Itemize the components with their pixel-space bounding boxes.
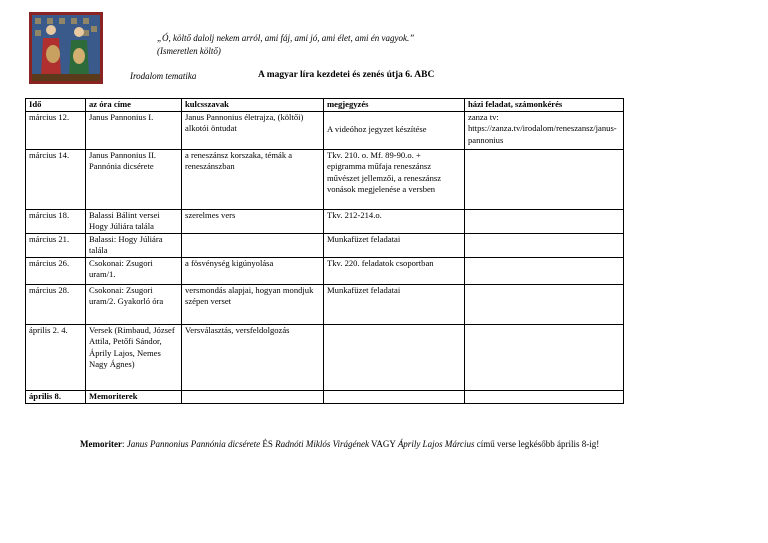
cell-lesson-title: Versek (Rimbaud, József Attila, Petőfi Sándor, Áprily Lajos, Nemes Nagy Ágnes) [86, 324, 182, 390]
cell-notes [324, 324, 465, 390]
cell-notes [324, 111, 465, 149]
cell-notes [324, 390, 465, 403]
cell-homework: zanza tv: https://zanza.tv/irodalom/reneszansz/janus-pannonius [465, 111, 624, 149]
cell-homework [465, 324, 624, 390]
memoriter-work-aprily: Áprily Lajos Március [397, 439, 475, 449]
cell-homework [465, 390, 624, 403]
header-homework: házi feladat, számonkérés [465, 99, 624, 112]
cell-keywords [182, 390, 324, 403]
table-row [26, 149, 624, 209]
cell-time: március 26. [26, 257, 86, 284]
epigraph-quote [157, 32, 414, 58]
table-row [26, 390, 624, 403]
header-notes: megjegyzés [324, 99, 465, 112]
memoriter-sep-and: ÉS [260, 439, 276, 449]
schedule-table [25, 98, 624, 404]
header-keywords: kulcsszavak [182, 99, 324, 112]
cell-time: április 8. [26, 390, 86, 403]
cell-lesson-title: Memoriterek [86, 390, 182, 403]
memoriter-work-janus: Janus Pannonius Pannónia dicsérete [126, 439, 261, 449]
cell-lesson-title: Csokonai: Zsugori uram/1. [86, 257, 182, 284]
cell-time: április 2. 4. [26, 324, 86, 390]
table-row [26, 324, 624, 390]
quote-text: „Ó, költő dalolj nekem arról, ami fáj, ami jó, ami élet, ami én vagyok.” [157, 33, 415, 43]
cell-time: március 14. [26, 149, 86, 209]
cell-keywords: szerelmes vers [182, 209, 324, 233]
cell-homework [465, 257, 624, 284]
tematika-title: A magyar líra kezdetei és zenés útja 6. ABC [258, 70, 435, 80]
memoriter-work-radnoti: Radnóti Miklós Virágének [275, 439, 369, 449]
memoriter-note [80, 439, 599, 449]
cell-time: március 18. [26, 209, 86, 233]
memoriter-label: Memoriter [80, 439, 122, 449]
cell-homework [465, 209, 624, 233]
cell-time: március 21. [26, 233, 86, 257]
cell-lesson-title: Csokonai: Zsugori uram/2. Gyakorló óra [86, 284, 182, 324]
cell-lesson-title: Janus Pannonius II. Pannónia dicsérete [86, 149, 182, 209]
table-row [26, 257, 624, 284]
medieval-musicians-illustration [29, 12, 103, 84]
cell-lesson-title: Janus Pannonius I. [86, 111, 182, 149]
cell-keywords: Janus Pannonius életrajza, (költői) alkotói öntudat [182, 111, 324, 149]
table-row [26, 233, 624, 257]
tematika-label: Irodalom tematika [130, 71, 197, 81]
cell-homework [465, 233, 624, 257]
cell-notes: Tkv. 212-214.o. [324, 209, 465, 233]
header-time: Idő [26, 99, 86, 112]
cell-keywords: a reneszánsz korszaka, témák a reneszánszban [182, 149, 324, 209]
table-row [26, 111, 624, 149]
cell-notes: Tkv. 210. o. Mf. 89-90.o. + epigramma műfaja reneszánsz művészet jellemzői, a reneszánsz vonások megjelenése a versben [324, 149, 465, 209]
cell-notes: Tkv. 220. feladatok csoportban [324, 257, 465, 284]
cell-keywords: versmondás alapjai, hogyan mondjuk szépen verset [182, 284, 324, 324]
memoriter-tail: című verse legkésőbb április 8-ig! [474, 439, 600, 449]
cell-keywords: a fösvénység kigúnyolása [182, 257, 324, 284]
memoriter-sep-or: VAGY [368, 439, 398, 449]
table-row [26, 209, 624, 233]
musicians-picture-icon [29, 12, 103, 84]
memoriter-colon: : [121, 439, 127, 449]
cell-time: március 12. [26, 111, 86, 149]
cell-notes: Munkafüzet feladatai [324, 284, 465, 324]
cell-notes: Munkafüzet feladatai [324, 233, 465, 257]
table-row [26, 284, 624, 324]
cell-homework [465, 284, 624, 324]
table-header-row [26, 99, 624, 112]
cell-homework [465, 149, 624, 209]
cell-lesson-title: Balassi Bálint versei Hogy Júliára talála [86, 209, 182, 233]
header-lesson-title: az óra címe [86, 99, 182, 112]
cell-lesson-title: Balassi: Hogy Júliára talála [86, 233, 182, 257]
cell-notes-text: A videóhoz jegyzet készítése [327, 123, 427, 134]
quote-author: (Ismeretlen költő) [157, 46, 221, 56]
cell-keywords: Versválasztás, versfeldolgozás [182, 324, 324, 390]
cell-keywords [182, 233, 324, 257]
cell-time: március 28. [26, 284, 86, 324]
